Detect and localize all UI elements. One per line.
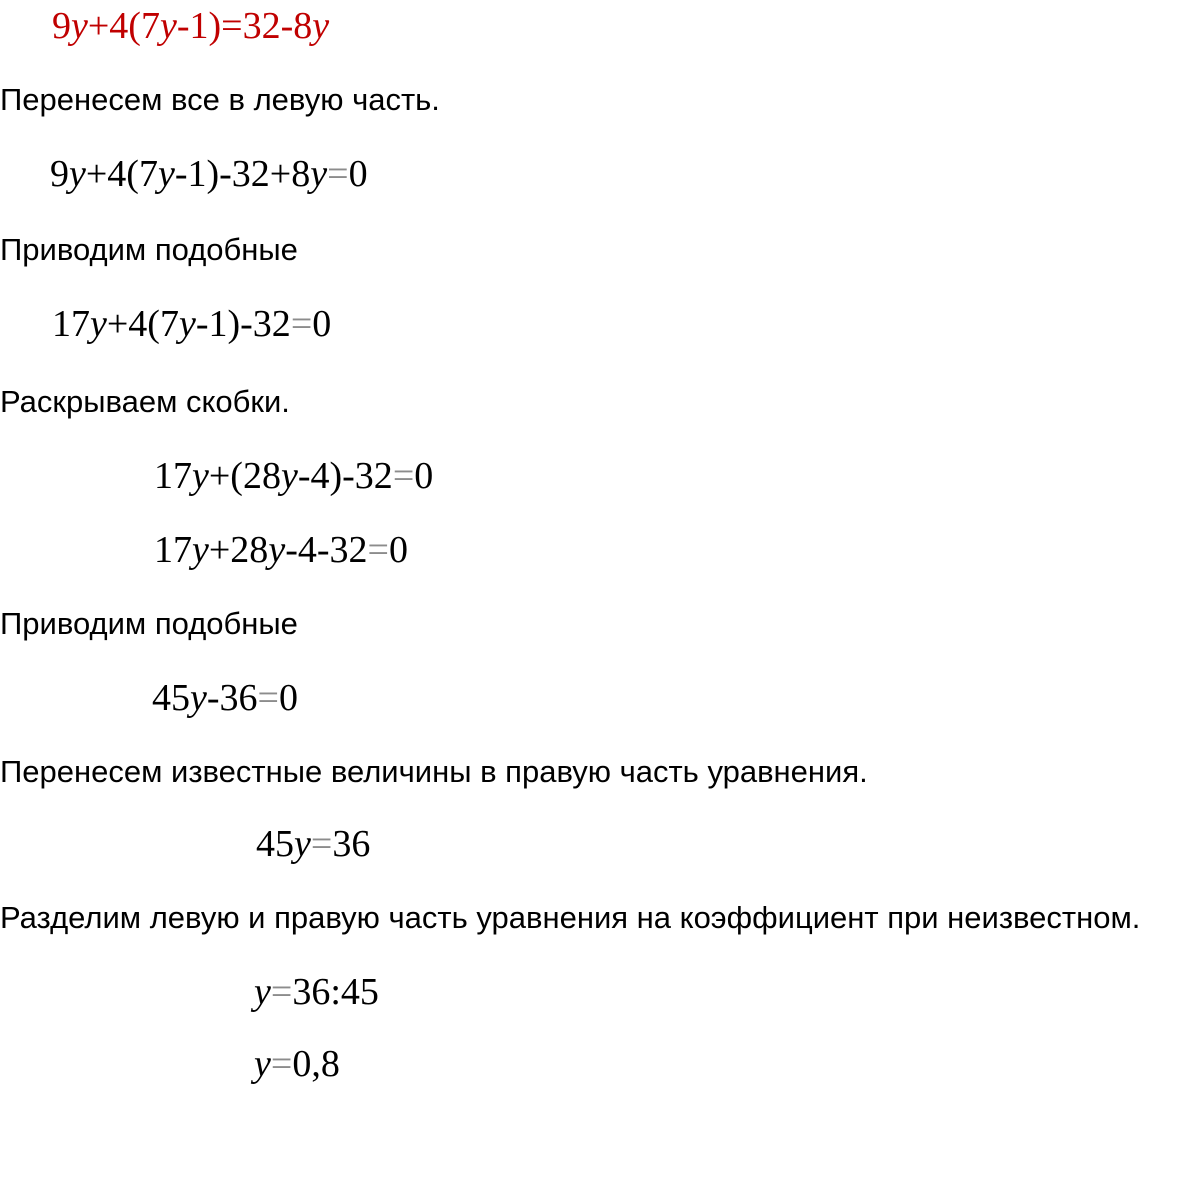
- equation-number-part: -1): [176, 5, 222, 47]
- equation-number-part: -1)-32+8: [174, 153, 311, 195]
- equation-number-part: 0: [278, 677, 298, 719]
- equals-sign: =: [290, 303, 313, 345]
- step-description: Приводим подобные: [0, 232, 298, 267]
- equation-line: [254, 970, 379, 1014]
- equation-number-part: +4(7: [87, 5, 160, 47]
- step-description: Разделим левую и правую часть уравнения на коэффициент при неизвестном.: [0, 900, 1141, 935]
- equation-number-part: 0,8: [292, 1043, 340, 1085]
- equals-sign: =: [392, 455, 415, 497]
- equation-line: [256, 822, 370, 866]
- variable-y: y: [310, 153, 328, 195]
- equals-sign: =: [327, 153, 349, 195]
- equals-sign: =: [221, 5, 243, 47]
- variable-y: y: [192, 455, 209, 497]
- equation-line: [154, 454, 433, 498]
- equals-sign: =: [270, 971, 293, 1013]
- step-description: Приводим подобные: [0, 606, 298, 641]
- equation-line: [52, 302, 331, 346]
- equation-number-part: +(28: [208, 455, 281, 497]
- equation-number-part: +4(7: [106, 303, 179, 345]
- equation-number-part: -1)-32: [195, 303, 291, 345]
- variable-y: y: [69, 153, 86, 195]
- equation-number-part: 0: [348, 153, 368, 195]
- equation-number-part: 36: [332, 823, 371, 865]
- equation-number-part: 45: [256, 823, 294, 865]
- equation-number-part: -4)-32: [297, 455, 393, 497]
- equation-number-part: 0: [388, 529, 408, 571]
- step-description: Раскрываем скобки.: [0, 384, 290, 419]
- equals-sign: =: [310, 823, 333, 865]
- equation-number-part: 32-8: [242, 5, 313, 47]
- equation-number-part: 9: [50, 153, 69, 195]
- equation-number-part: 0: [312, 303, 332, 345]
- step-description: Перенесем все в левую часть.: [0, 82, 440, 117]
- variable-y: y: [190, 677, 207, 719]
- equation-line: [152, 676, 298, 720]
- equation-number-part: +28: [208, 529, 269, 571]
- equation-number-part: -4-32: [285, 529, 368, 571]
- variable-y: y: [159, 5, 177, 47]
- equation-number-part: -36: [206, 677, 258, 719]
- variable-y: y: [178, 303, 196, 345]
- given-equation: [52, 4, 329, 48]
- variable-y: y: [90, 303, 107, 345]
- equation-number-part: 17: [52, 303, 90, 345]
- variable-y: y: [254, 1043, 271, 1085]
- equation-number-part: 17: [154, 529, 192, 571]
- equals-sign: =: [270, 1043, 293, 1085]
- equation-number-part: +4(7: [85, 153, 158, 195]
- equation-line: [50, 152, 368, 196]
- equals-sign: =: [367, 529, 389, 571]
- equation-number-part: 36:45: [292, 971, 379, 1013]
- equation-number-part: 0: [414, 455, 434, 497]
- equation-number-part: 17: [154, 455, 192, 497]
- variable-y: y: [192, 529, 209, 571]
- equation-number-part: 9: [52, 5, 71, 47]
- step-description: Перенесем известные величины в правую часть уравнения.: [0, 754, 868, 789]
- variable-y: y: [71, 5, 88, 47]
- variable-y: y: [294, 823, 311, 865]
- variable-y: y: [157, 153, 175, 195]
- variable-y: y: [254, 971, 271, 1013]
- variable-y: y: [268, 529, 286, 571]
- equation-number-part: 45: [152, 677, 190, 719]
- variable-y: y: [280, 455, 298, 497]
- equals-sign: =: [257, 677, 279, 719]
- variable-y: y: [312, 5, 330, 47]
- equation-line: [154, 528, 408, 572]
- equation-line: [254, 1042, 340, 1086]
